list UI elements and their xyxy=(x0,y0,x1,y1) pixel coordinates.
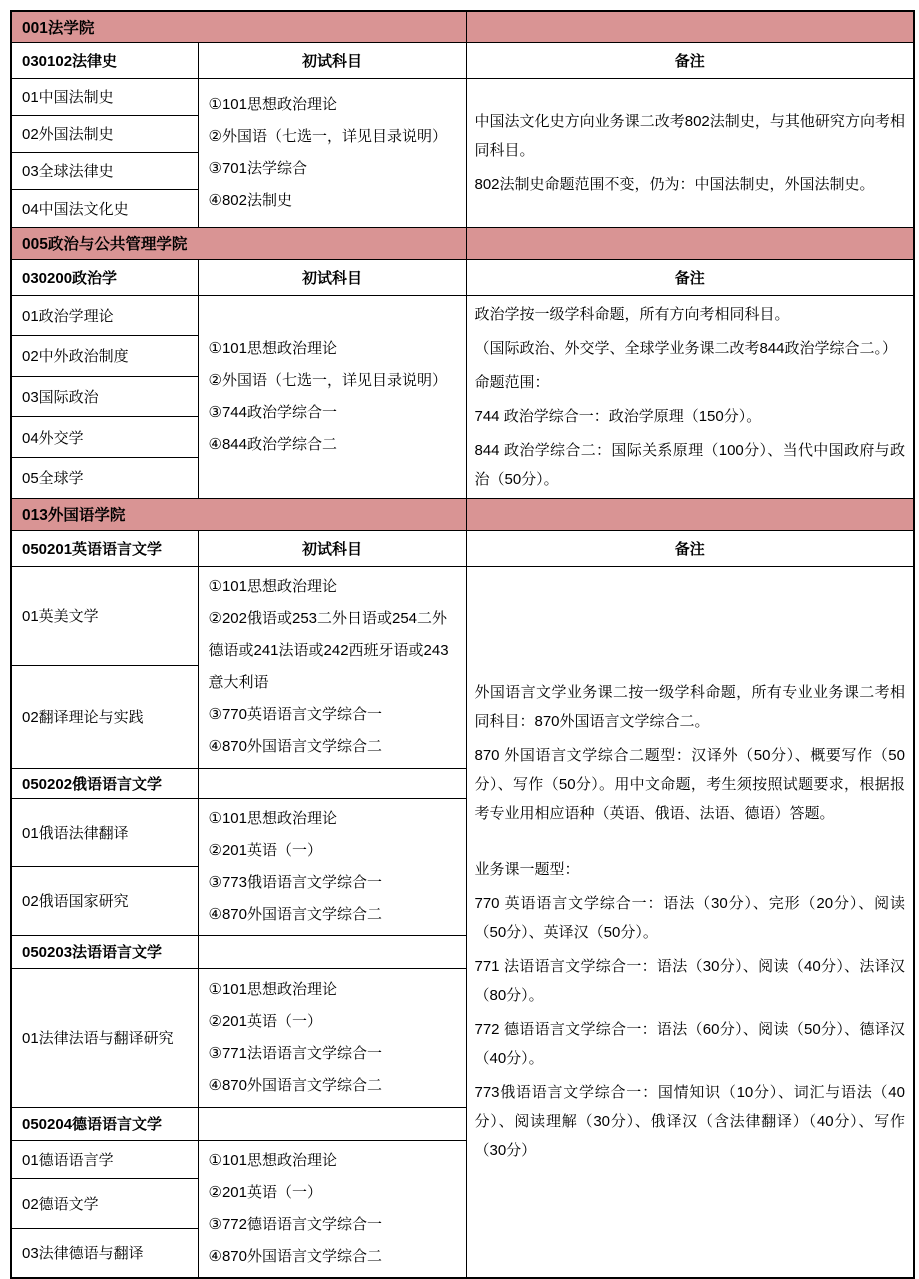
direction-cell: 02中外政治制度 xyxy=(11,335,198,376)
program-header-row xyxy=(11,530,914,566)
subject-line: ①101思想政治理论 xyxy=(208,980,337,998)
remarks-cell xyxy=(466,566,914,1278)
subjects-cell xyxy=(198,1140,466,1278)
college-title: 005政治与公共管理学院 xyxy=(11,227,466,259)
direction-cell: 01法律法语与翻译研究 xyxy=(11,968,198,1107)
program-header-row xyxy=(11,259,914,295)
direction-cell: 01中国法制史 xyxy=(11,78,198,115)
remark-blank-line xyxy=(475,833,906,855)
subjects-cell xyxy=(198,798,466,935)
remarks-column-header: 备注 xyxy=(466,259,914,295)
remarks-column-header: 备注 xyxy=(466,42,914,78)
admissions-table xyxy=(10,10,915,1279)
college-title: 013外国语学院 xyxy=(11,498,466,530)
remark-paragraph: 870 外国语言文学综合二题型：汉译外（50分）、概要写作（50分）、写作（50分）。用中文命题，考生须按照试题要求，根据报考专业用相应语种（英语、俄语、法语、德语）答题。 xyxy=(474,747,905,822)
subject-line: ②201英语（一） xyxy=(208,841,322,859)
subject-line: ②外国语（七选一，详见目录说明） xyxy=(208,127,447,145)
subject-line: ③744政治学综合一 xyxy=(208,403,337,421)
table-row xyxy=(11,566,914,665)
college-row-spacer-cell xyxy=(466,498,914,530)
direction-cell: 01英美文学 xyxy=(11,566,198,665)
program-code: 050204德语语言文学 xyxy=(11,1107,198,1140)
remark-paragraph: 771 法语语言文学综合一：语法（30分）、阅读（40分）、法译汉（80分）。 xyxy=(474,958,905,1004)
subject-line: ②201英语（一） xyxy=(208,1183,322,1201)
college-row-spacer-cell xyxy=(466,227,914,259)
college-row-spacer-cell xyxy=(466,11,914,42)
remark-paragraph: 中国法文化史方向业务课二改考802法制史，与其他研究方向考相同科目。 xyxy=(474,112,905,159)
college-row xyxy=(11,498,914,530)
program-code: 030200政治学 xyxy=(11,259,198,295)
subject-line: ①101思想政治理论 xyxy=(208,1151,337,1169)
remark-paragraph: 772 德语语言文学综合一：语法（60分）、阅读（50分）、德译汉（40分）。 xyxy=(474,1021,905,1067)
direction-cell: 02德语文学 xyxy=(11,1179,198,1229)
subject-line: ④870外国语言文学综合二 xyxy=(208,1076,382,1094)
subject-line: ③771法语语言文学综合一 xyxy=(208,1044,382,1062)
program-code: 050202俄语语言文学 xyxy=(11,768,198,798)
subject-line: ②外国语（七选一，详见目录说明） xyxy=(208,371,447,389)
remark-paragraph: 命题范围： xyxy=(474,373,550,391)
remark-paragraph: 业务课一题型： xyxy=(474,861,580,878)
subject-line: ①101思想政治理论 xyxy=(208,809,337,827)
subject-line: ②201英语（一） xyxy=(208,1012,322,1030)
subject-line: ①101思想政治理论 xyxy=(208,339,337,357)
subjects-cell xyxy=(198,968,466,1107)
direction-cell: 03国际政治 xyxy=(11,376,198,416)
subject-line: ①101思想政治理论 xyxy=(208,578,337,595)
remark-paragraph: 802法制史命题范围不变，仍为：中国法制史，外国法制史。 xyxy=(474,175,875,193)
subject-line: ③770英语语言文学综合一 xyxy=(208,706,382,723)
subject-line: ②202俄语或253二外日语或254二外德语或241法语或242西班牙语或243意大利语 xyxy=(208,610,449,691)
subjects-cell xyxy=(198,78,466,227)
direction-cell: 03全球法律史 xyxy=(11,152,198,189)
subject-line: ④870外国语言文学综合二 xyxy=(208,738,382,755)
table-row xyxy=(11,295,914,335)
direction-cell: 05全球学 xyxy=(11,458,198,498)
subjects-column-header: 初试科目 xyxy=(198,42,466,78)
subject-line: ①101思想政治理论 xyxy=(208,95,337,113)
subjects-cell xyxy=(198,566,466,768)
remark-paragraph: 外国语言文学业务课二按一级学科命题，所有专业业务课二考相同科目：870外国语言文学综合二。 xyxy=(474,684,905,730)
subject-line: ③701法学综合 xyxy=(208,159,307,177)
empty-cell xyxy=(198,1107,466,1140)
direction-cell: 03法律德语与翻译 xyxy=(11,1229,198,1278)
empty-cell xyxy=(198,768,466,798)
subject-line: ④844政治学综合二 xyxy=(208,435,337,453)
program-code: 030102法律史 xyxy=(11,42,198,78)
remarks-cell xyxy=(466,295,914,498)
remark-paragraph: 773俄语语言文学综合一：国情知识（10分）、词汇与语法（40分）、阅读理解（30分）、俄译汉（含法律翻译）（40分）、写作（30分） xyxy=(474,1084,905,1159)
program-code: 050203法语语言文学 xyxy=(11,935,198,968)
remark-paragraph: 844 政治学综合二：国际关系原理（100分）、当代中国政府与政治（50分）。 xyxy=(474,441,905,488)
remarks-column-header: 备注 xyxy=(466,530,914,566)
college-row xyxy=(11,11,914,42)
remark-paragraph: 744 政治学综合一：政治学原理（150分）。 xyxy=(474,407,762,425)
direction-cell: 01俄语法律翻译 xyxy=(11,798,198,867)
direction-cell: 02外国法制史 xyxy=(11,115,198,152)
subject-line: ③772德语语言文学综合一 xyxy=(208,1215,382,1233)
direction-cell: 02俄语国家研究 xyxy=(11,867,198,936)
direction-cell: 01政治学理论 xyxy=(11,295,198,335)
college-row xyxy=(11,227,914,259)
subjects-column-header: 初试科目 xyxy=(198,530,466,566)
program-header-row xyxy=(11,42,914,78)
subjects-cell xyxy=(198,295,466,498)
remarks-cell xyxy=(466,78,914,227)
remark-paragraph: 770 英语语言文学综合一：语法（30分）、完形（20分）、阅读（50分）、英译汉（50分）。 xyxy=(474,895,905,941)
subject-line: ④870外国语言文学综合二 xyxy=(208,905,382,923)
subjects-column-header: 初试科目 xyxy=(198,259,466,295)
subject-line: ④802法制史 xyxy=(208,191,292,209)
direction-cell: 04中国法文化史 xyxy=(11,189,198,227)
remark-paragraph: 政治学按一级学科命题，所有方向考相同科目。 xyxy=(474,305,790,323)
subject-line: ③773俄语语言文学综合一 xyxy=(208,873,382,891)
empty-cell xyxy=(198,935,466,968)
direction-cell: 04外交学 xyxy=(11,417,198,458)
college-title: 001法学院 xyxy=(11,11,466,42)
direction-cell: 02翻译理论与实践 xyxy=(11,665,198,768)
table-row xyxy=(11,78,914,115)
direction-cell: 01德语语言学 xyxy=(11,1140,198,1179)
subject-line: ④870外国语言文学综合二 xyxy=(208,1247,382,1265)
remark-paragraph: （国际政治、外交学、全球学业务课二改考844政治学综合二。） xyxy=(474,339,898,357)
program-code: 050201英语语言文学 xyxy=(11,530,198,566)
